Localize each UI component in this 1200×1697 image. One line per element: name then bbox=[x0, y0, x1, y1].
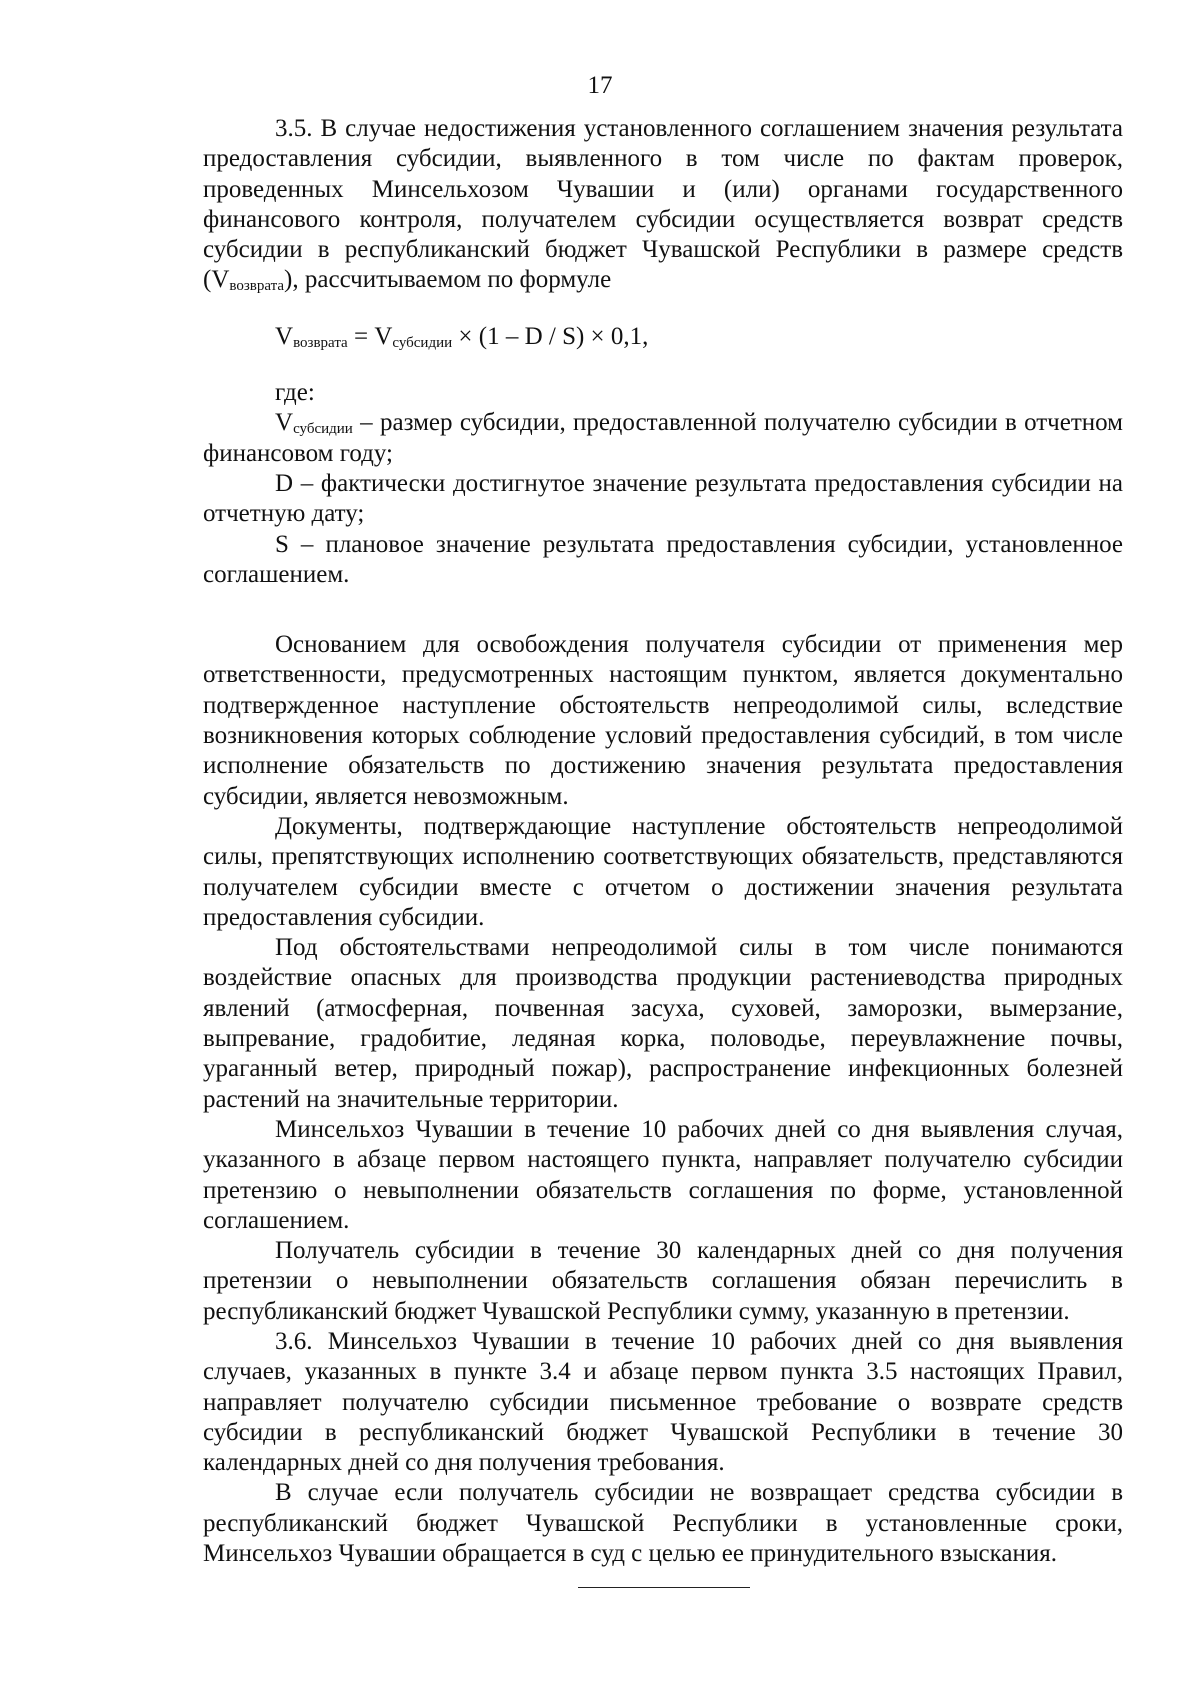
definition-v-subsidy bbox=[203, 408, 1123, 469]
definition-v-text: – размер субсидии, предоставленной получателю субсидии в отчетном финансовом году; bbox=[203, 409, 1123, 467]
formula-equals-v: = V bbox=[347, 322, 393, 350]
definition-v-symbol: V bbox=[275, 409, 294, 437]
formula-sub-vozvrata: возврата bbox=[293, 334, 348, 351]
paragraph-claim: Минсельхоз Чувашии в течение 10 рабочих дней со дня выявления случая, указанного в абзаце первом настоящего пункта, направляет получателю субсидии претензию о невыполнении обязательств соглашения по форме, установленной соглашением. bbox=[203, 1115, 1123, 1234]
document-body bbox=[203, 114, 1123, 1569]
formula-v-return: V bbox=[275, 322, 294, 350]
paragraph-gap bbox=[203, 590, 1123, 630]
paragraph-3-5-tail: ), рассчитываемом по формуле bbox=[284, 266, 612, 294]
paragraph-3-5-text: 3.5. В случае недостижения установленного соглашением значения результата предоставления субсидии, выявленного в том числе по фактам проверок, проведенных Минсельхозом Чувашии и (или) органами государственного финансового контроля, получателем субсидии осуществляется возврат средств субсидии в республиканский бюджет Чувашской Республики в размере средств (V bbox=[203, 115, 1123, 294]
paragraph-force-majeure: Под обстоятельствами непреодолимой силы в том числе понимаются воздействие опасных для производства продукции растениеводства природных явлений (атмосферная, почвенная засуха, суховей, заморозки, вымерзание, выпревание, градобитие, ледяная корка, половодье, переувлажнение почвы, ураганный ветер, природный пожар), распространение инфекционных болезней растений на значительные территории. bbox=[203, 934, 1123, 1113]
paragraph-transfer: Получатель субсидии в течение 30 календарных дней со дня получения претензии о невыполнении обязательств соглашения обязан перечислить в республиканский бюджет Чувашской Республики сумму, указанную в претензии. bbox=[203, 1237, 1123, 1325]
where-label: где: bbox=[275, 379, 315, 407]
paragraph-3-6: 3.6. Минсельхоз Чувашии в течение 10 рабочих дней со дня выявления случаев, указанных в пункте 3.4 и абзаце первом пункта 3.5 настоящих Правил, направляет получателю субсидии письменное требование о возврате средств субсидии в республиканский бюджет Чувашской Республики в течение 30 календарных дней со дня получения требования. bbox=[203, 1327, 1123, 1477]
definition-d: D – фактически достигнутое значение результата предоставления субсидии на отчетную дату; bbox=[203, 469, 1123, 528]
definition-v-sub: субсидии bbox=[293, 421, 353, 438]
paragraph-court: В случае если получатель субсидии не возвращает средства субсидии в республиканский бюджет Чувашской Республики в установленные сроки, Минсельхоз Чувашии обращается в суд с целью ее принудительного взыскания. bbox=[203, 1479, 1123, 1568]
formula-tail: × (1 – D / S) × 0,1, bbox=[452, 322, 649, 350]
page-number: 17 bbox=[587, 72, 613, 99]
subscript-vozvrata: возврата bbox=[229, 278, 285, 295]
return-formula bbox=[203, 322, 1123, 352]
paragraph-exemption: Основанием для освобождения получателя субсидии от применения мер ответственности, предусмотренных настоящим пунктом, является документально подтвержденное наступление обстоятельств непреодолимой силы, вследствие возникновения которых соблюдение условий предоставления субсидий, в том числе исполнение обязательств по достижению значения результата предоставления субсидии, является невозможным. bbox=[203, 631, 1123, 810]
footer-divider bbox=[578, 1587, 750, 1588]
paragraph-documents: Документы, подтверждающие наступление обстоятельств непреодолимой силы, препятствующих исполнению соответствующих обязательств, представляются получателем субсидии вместе с отчетом о достижении значения результата предоставления субсидии. bbox=[203, 812, 1123, 931]
paragraph-3-5 bbox=[203, 114, 1123, 296]
definition-s: S – плановое значение результата предоставления субсидии, установленное соглашением. bbox=[203, 530, 1123, 588]
formula-sub-subsidii: субсидии bbox=[392, 334, 453, 351]
